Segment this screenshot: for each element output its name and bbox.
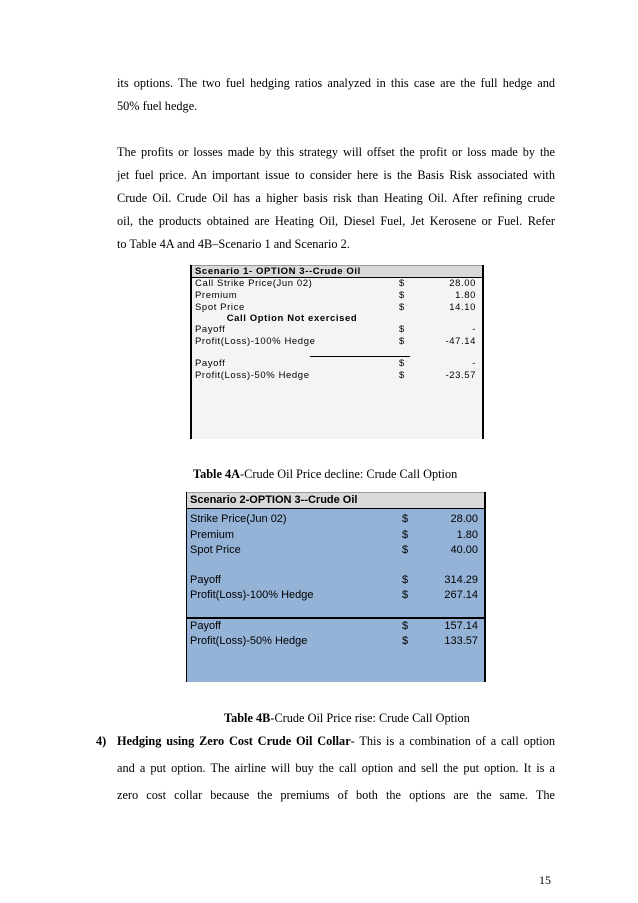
row-currency: $ [402, 513, 409, 525]
table-4a [190, 265, 484, 439]
caption-text: -Crude Oil Price rise: Crude Call Option [270, 711, 470, 725]
row-value: 28.00 [450, 513, 478, 525]
text-line: its options. The two fuel hedging ratios analyzed in this case are the full hedge and [117, 76, 555, 90]
row-label: Profit(Loss)-100% Hedge [190, 589, 314, 601]
caption-text: -Crude Oil Price decline: Crude Call Option [240, 467, 458, 481]
table-row [187, 588, 484, 604]
table-spacer [192, 348, 482, 358]
row-label: Payoff [190, 573, 221, 586]
row-label: Payoff [190, 619, 221, 632]
row-currency: $ [399, 370, 405, 381]
table-row [192, 290, 482, 302]
caption-label: Table 4A [193, 467, 241, 481]
table-title: Scenario 1- OPTION 3--Crude Oil [192, 265, 482, 278]
row-currency: $ [402, 589, 409, 601]
row-value: 40.00 [450, 544, 478, 556]
row-currency: $ [402, 619, 409, 632]
row-label: Profit(Loss)-50% Hedge [195, 370, 310, 381]
table-title: Scenario 2-OPTION 3--Crude Oil [187, 492, 484, 509]
row-value: -47.14 [445, 336, 476, 347]
row-currency: $ [402, 573, 409, 586]
row-label: Call Strike Price(Jun 02) [195, 278, 313, 289]
row-currency: $ [399, 278, 405, 289]
table-row [192, 370, 482, 382]
row-label: Profit(Loss)-100% Hedge [195, 336, 316, 347]
text-line: jet fuel price. An important issue to consider here is the Basis Risk associated with [117, 168, 555, 182]
row-label: Premium [195, 290, 238, 301]
caption-label: Table 4B [224, 711, 271, 725]
text-line: zero cost collar because the premiums of both the options are the same. The [117, 788, 555, 802]
table-divider [310, 356, 410, 357]
text-line: The profits or losses made by this strategy will offset the profit or loss made by the [117, 145, 555, 159]
table-row [187, 573, 484, 589]
table-row [187, 619, 484, 635]
table-row [192, 358, 482, 370]
row-label: Spot Price [195, 302, 245, 313]
row-value: 1.80 [456, 528, 478, 541]
row-currency: $ [399, 336, 405, 347]
paragraph-intro [117, 72, 555, 118]
table-row [187, 528, 484, 544]
caption-table-4b [224, 711, 470, 726]
table-row [187, 543, 484, 559]
row-value: 314.29 [444, 573, 478, 586]
row-value: - [472, 358, 476, 369]
text-line: oil, the products obtained are Heating Oil, Diesel Fuel, Jet Kerosene or Fuel. Refer [117, 214, 555, 228]
table-row [192, 336, 482, 348]
row-currency: $ [402, 528, 409, 541]
row-currency: $ [399, 324, 405, 335]
row-label: Spot Price [190, 544, 241, 556]
row-currency: $ [399, 358, 405, 369]
paragraph-basis-risk [117, 141, 555, 256]
row-label: Payoff [195, 324, 226, 335]
row-value: 267.14 [444, 589, 478, 601]
row-label: Premium [190, 528, 235, 541]
table-4b [186, 492, 486, 682]
table-row [187, 512, 484, 528]
row-value: 1.80 [455, 290, 476, 301]
list-item-4 [96, 728, 555, 809]
row-value: - [472, 324, 476, 335]
row-currency: $ [402, 544, 409, 556]
row-value: -23.57 [445, 370, 476, 381]
row-currency: $ [402, 635, 409, 647]
table-row [192, 324, 482, 336]
row-currency: $ [399, 302, 405, 313]
list-number: 4) [96, 734, 107, 748]
table-row [192, 278, 482, 290]
row-value: 157.14 [444, 619, 478, 632]
item-heading: Hedging using Zero Cost Crude Oil Collar [117, 734, 351, 748]
caption-table-4a [193, 467, 457, 482]
text-line: 50% fuel hedge. [117, 99, 198, 113]
row-value: 28.00 [449, 278, 476, 289]
row-label: Payoff [195, 358, 226, 369]
row-label: Profit(Loss)-50% Hedge [190, 635, 308, 647]
row-label: Strike Price(Jun 02) [190, 513, 287, 525]
text-line [96, 728, 555, 755]
row-currency: $ [399, 290, 405, 301]
row-value: 133.57 [444, 635, 478, 647]
row-value: 14.10 [449, 302, 476, 313]
page-number: 15 [539, 873, 551, 887]
table-row [187, 634, 484, 650]
text-line: to Table 4A and 4B–Scenario 1 and Scenario 2. [117, 237, 350, 251]
table-note: Call Option Not exercised [226, 313, 358, 324]
text-line: Crude Oil. Crude Oil has a higher basis risk than Heating Oil. After refining crude [117, 191, 555, 205]
table-note-row [192, 314, 482, 324]
item-heading-rest: - This is a combination of a call option [350, 734, 555, 748]
text-line: and a put option. The airline will buy the call option and sell the put option. It is a [117, 761, 555, 775]
